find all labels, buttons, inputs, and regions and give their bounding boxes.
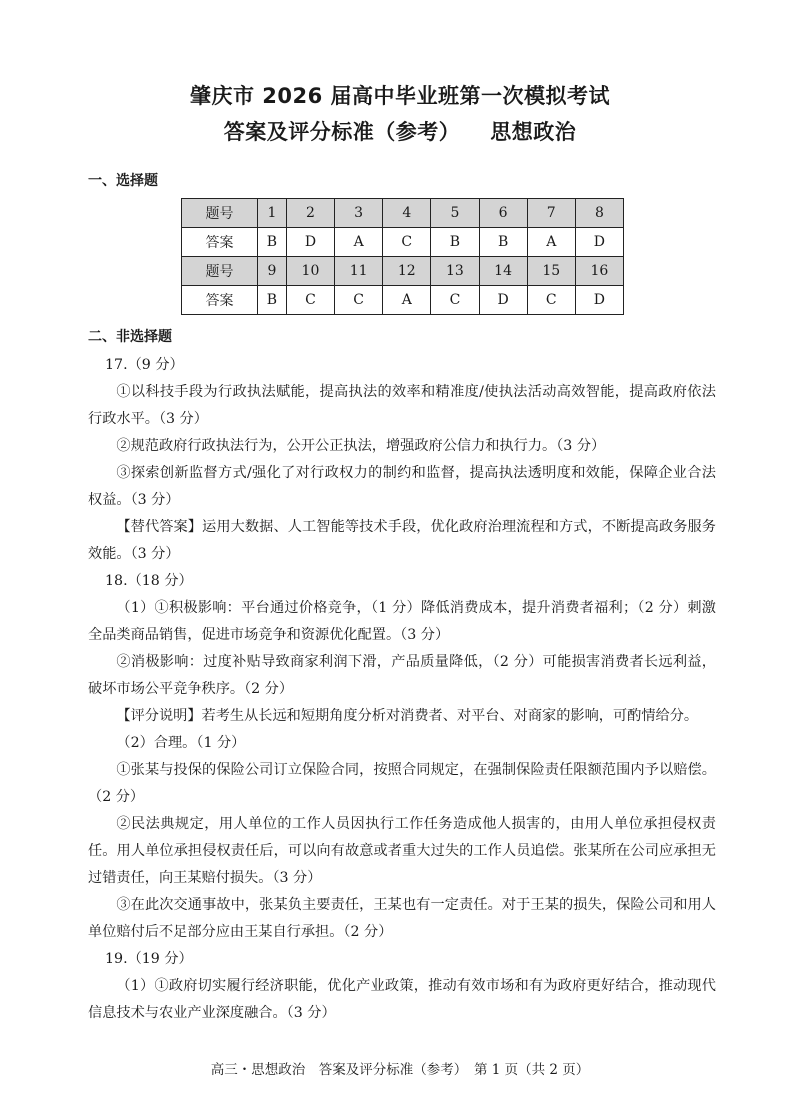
question-number-label: 题号 xyxy=(182,257,258,286)
answer-paragraph: ②消极影响：过度补贴导致商家利润下滑，产品质量降低，（2 分）可能损害消费者长远利益，破坏市场公平竞争秩序。（2 分） xyxy=(88,654,716,697)
answer-cell: D xyxy=(575,286,623,315)
question-number: 10 xyxy=(286,257,334,286)
answer-cell: A xyxy=(335,228,383,257)
question-number-label: 题号 xyxy=(182,199,258,228)
document-subtitle xyxy=(0,116,800,146)
question-number: 6 xyxy=(479,199,527,228)
answer-cell: B xyxy=(258,286,287,315)
answer-label: 答案 xyxy=(182,228,258,257)
answer-cell: C xyxy=(527,286,575,315)
answer-table xyxy=(181,198,624,315)
answer-cell: D xyxy=(479,286,527,315)
question-number: 5 xyxy=(431,199,479,228)
subject-name: 思想政治 xyxy=(490,120,577,144)
question-number-row xyxy=(182,199,624,228)
question-number: 4 xyxy=(383,199,431,228)
page-footer: 高三・思想政治 答案及评分标准（参考） 第 1 页（共 2 页） xyxy=(210,1062,590,1078)
question-number: 12 xyxy=(383,257,431,286)
question-number: 9 xyxy=(258,257,287,286)
exam-title: 肇庆市 2026 届高中毕业班第一次模拟考试 xyxy=(189,84,611,108)
answer-cell: C xyxy=(431,286,479,315)
answer-paragraph: （1）①政府切实履行经济职能，优化产业政策，推动有效市场和有为政府更好结合，推动现代信息技术与农业产业深度融合。（3 分） xyxy=(88,978,716,1021)
section-heading-multiple-choice: 一、选择题 xyxy=(88,173,158,189)
answer-cell: A xyxy=(383,286,431,315)
answer-paragraph: 【替代答案】运用大数据、人工智能等技术手段，优化政府治理流程和方式，不断提高政务服务效能。（3 分） xyxy=(88,519,716,562)
answer-body xyxy=(88,352,716,1027)
question-number: 11 xyxy=(335,257,383,286)
answer-cell: C xyxy=(286,286,334,315)
question-number: 7 xyxy=(527,199,575,228)
answer-paragraph: ①以科技手段为行政执法赋能，提高执法的效率和精准度/使执法活动高效智能，提高政府依法行政水平。（3 分） xyxy=(88,384,716,427)
answer-cell: C xyxy=(383,228,431,257)
question-number: 8 xyxy=(575,199,623,228)
answer-cell: D xyxy=(575,228,623,257)
question-heading: 19.（19 分） xyxy=(105,951,193,967)
answer-cell: B xyxy=(258,228,287,257)
question-number: 15 xyxy=(527,257,575,286)
answer-cell: B xyxy=(431,228,479,257)
answer-paragraph: ③探索创新监督方式/强化了对行政权力的制约和监督，提高执法透明度和效能，保障企业合法权益。（3 分） xyxy=(88,465,716,508)
answer-cell: A xyxy=(527,228,575,257)
answer-cell: D xyxy=(286,228,334,257)
section-heading-free-response: 二、非选择题 xyxy=(88,329,172,345)
answer-cell: B xyxy=(479,228,527,257)
question-number: 1 xyxy=(258,199,287,228)
answer-paragraph: （1）①积极影响：平台通过价格竞争，（1 分）降低消费成本，提升消费者福利；（2 分）刺激全品类商品销售，促进市场竞争和资源优化配置。（3 分） xyxy=(88,600,716,643)
answer-paragraph: ②规范政府行政执法行为，公开公正执法，增强政府公信力和执行力。（3 分） xyxy=(116,438,606,454)
subtitle-text: 答案及评分标准（参考） xyxy=(223,120,461,144)
answer-paragraph: ②民法典规定，用人单位的工作人员因执行工作任务造成他人损害的，由用人单位承担侵权责任。用人单位承担侵权责任后，可以向有故意或者重大过失的工作人员追偿。张某所在公司应承担无过错责任，向王某赔付损失。（3 分） xyxy=(88,816,716,886)
answer-row xyxy=(182,228,624,257)
question-number: 3 xyxy=(335,199,383,228)
question-heading: 18.（18 分） xyxy=(105,573,193,589)
answer-paragraph: ①张某与投保的保险公司订立保险合同，按照合同规定，在强制保险责任限额范围内予以赔偿。（2 分） xyxy=(88,762,716,805)
question-number-row xyxy=(182,257,624,286)
answer-row xyxy=(182,286,624,315)
answer-paragraph: （2）合理。（1 分） xyxy=(116,735,246,751)
question-number: 16 xyxy=(575,257,623,286)
question-number: 13 xyxy=(431,257,479,286)
question-number: 2 xyxy=(286,199,334,228)
question-number: 14 xyxy=(479,257,527,286)
answer-paragraph: ③在此次交通事故中，张某负主要责任，王某也有一定责任。对于王某的损失，保险公司和用人单位赔付后不足部分应由王某自行承担。（2 分） xyxy=(88,897,716,940)
answer-paragraph: 【评分说明】若考生从长远和短期角度分析对消费者、对平台、对商家的影响，可酌情给分。 xyxy=(116,708,699,724)
question-heading: 17.（9 分） xyxy=(105,357,184,373)
answer-cell: C xyxy=(335,286,383,315)
answer-label: 答案 xyxy=(182,286,258,315)
